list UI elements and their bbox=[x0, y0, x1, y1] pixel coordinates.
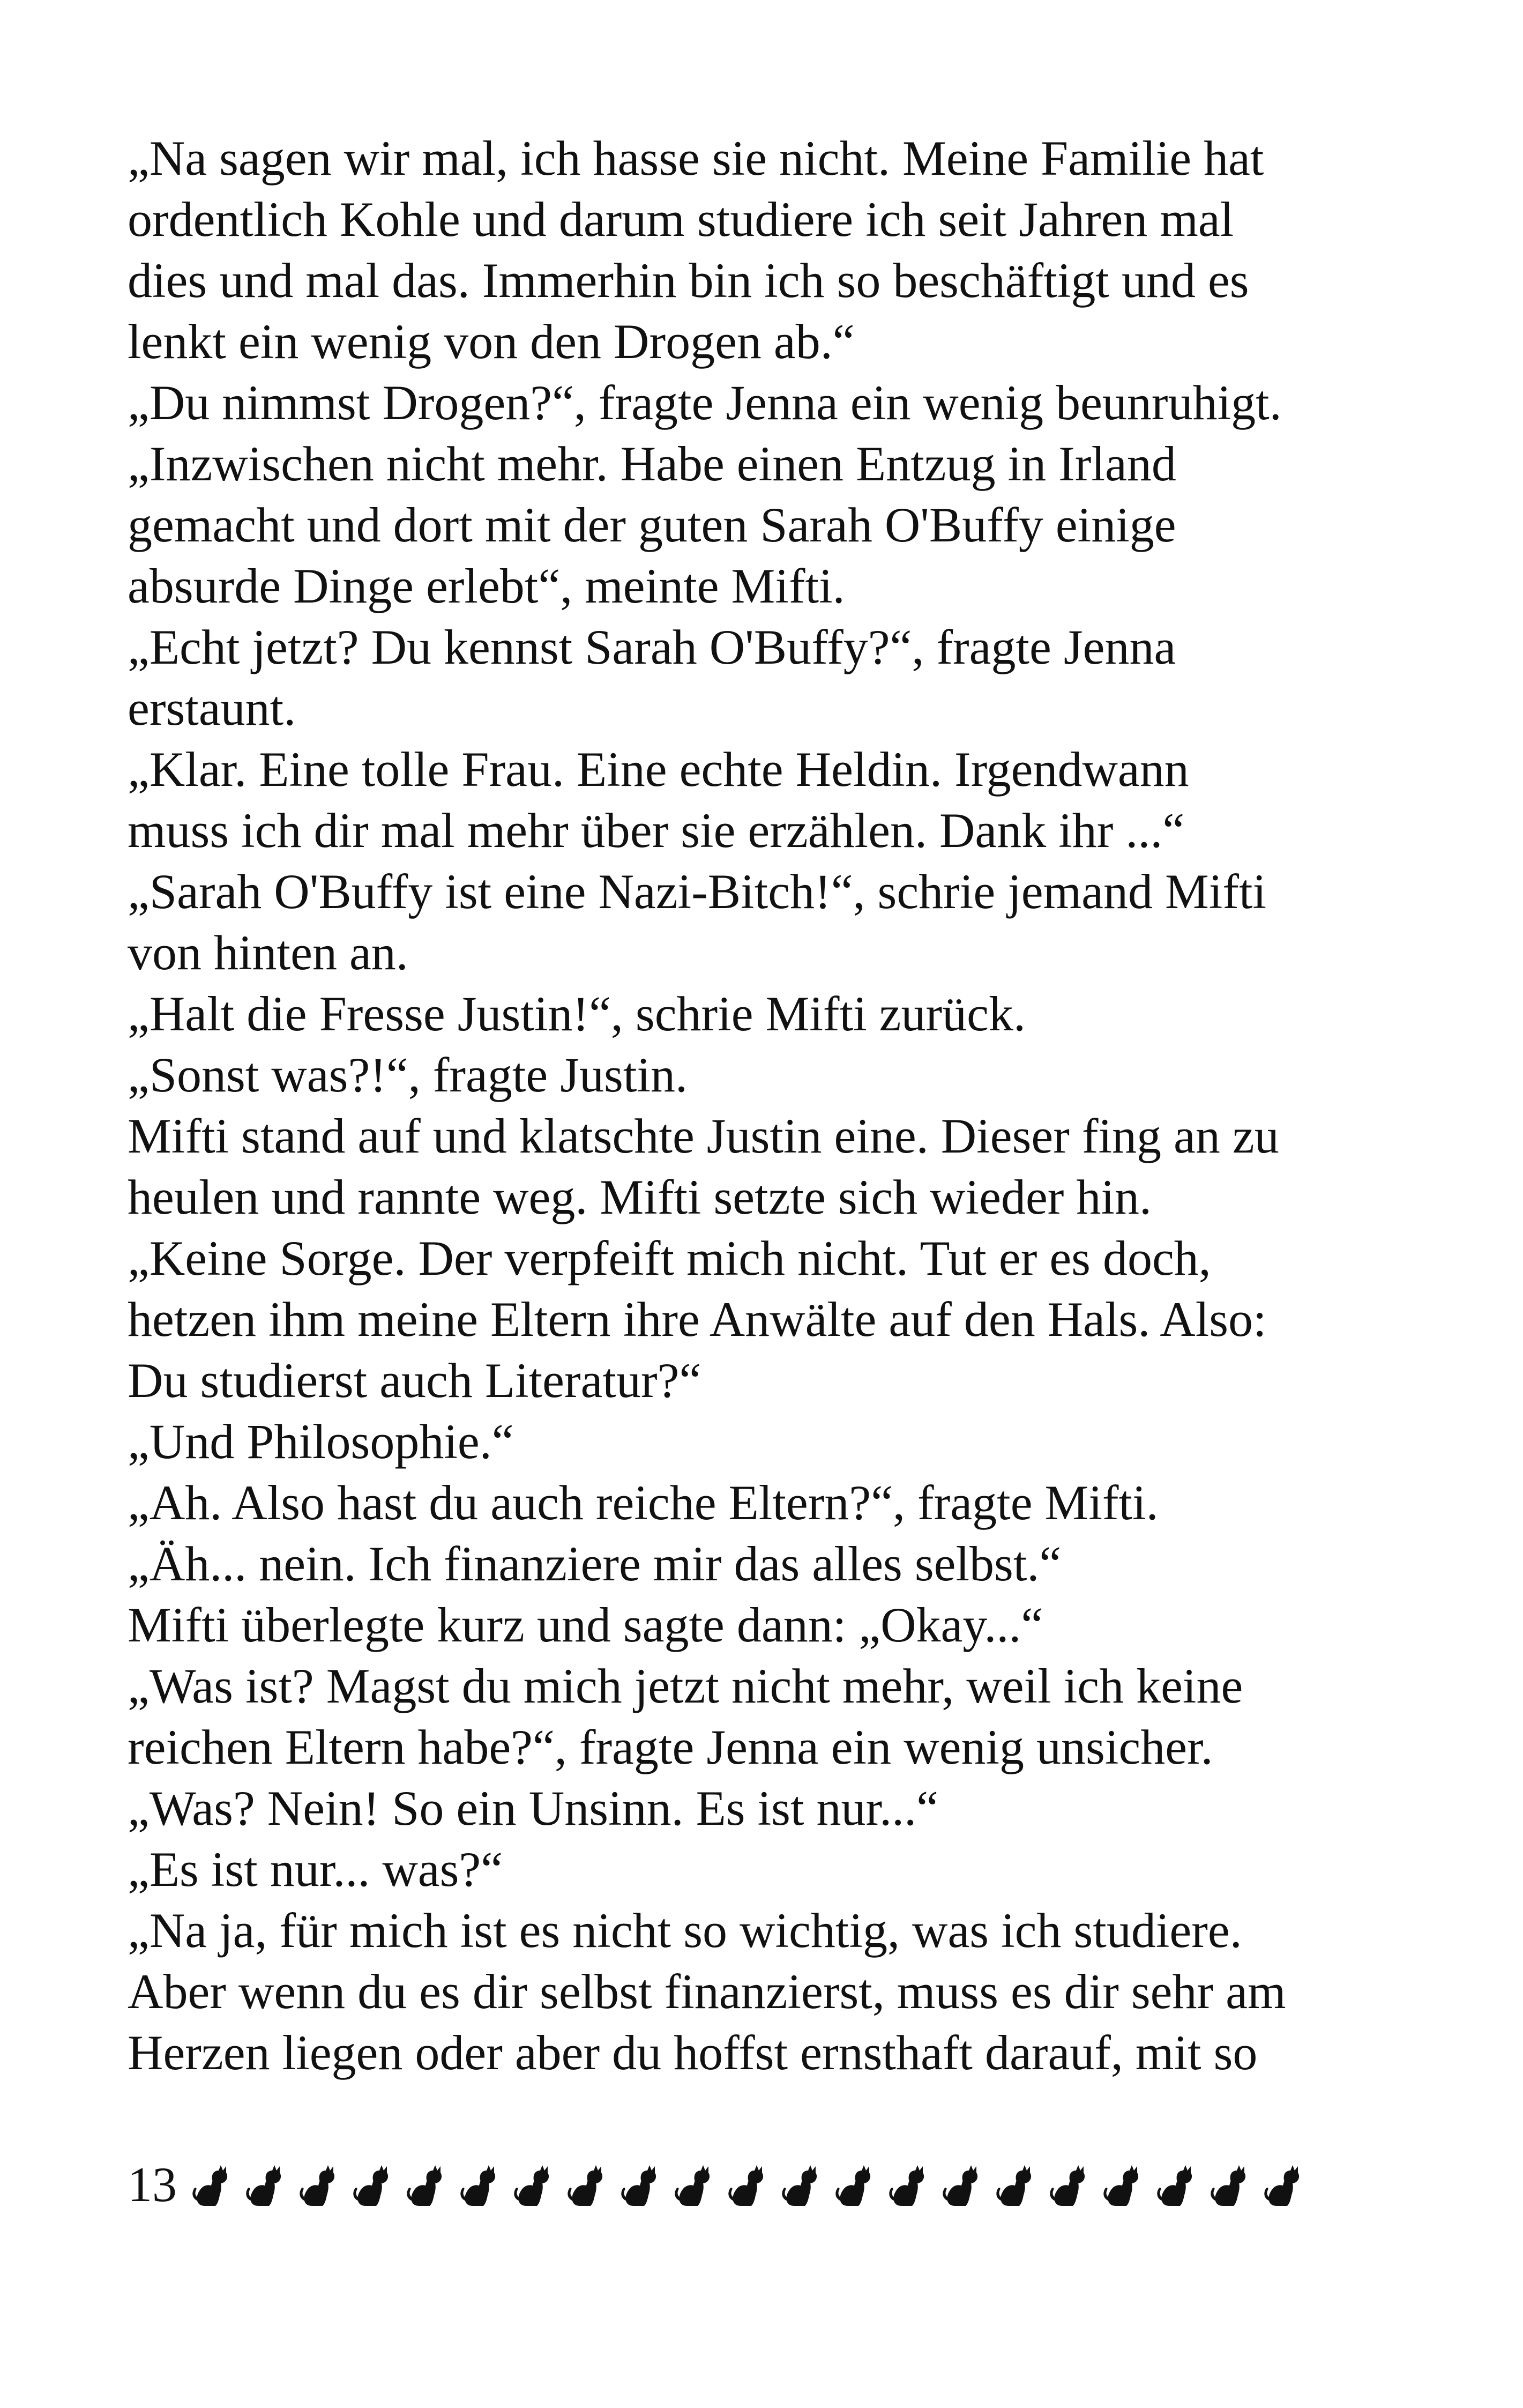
page-footer bbox=[128, 2152, 1305, 2217]
text-line: Mifti überlegte kurz und sagte dann: „Okay...“ bbox=[128, 1597, 1043, 1652]
text-line: „Na sagen wir mal, ich hasse sie nicht. Meine Familie hat bbox=[128, 131, 1264, 185]
cat-icon bbox=[1154, 2163, 1198, 2206]
text-line: „Du nimmst Drogen?“, fragte Jenna ein wenig beunruhigt. bbox=[128, 375, 1282, 430]
cat-icon bbox=[994, 2163, 1037, 2206]
text-line: „Echt jetzt? Du kennst Sarah O'Buffy?“, fragte Jenna bbox=[128, 620, 1176, 674]
text-line: absurde Dinge erlebt“, meinte Mifti. bbox=[128, 559, 845, 613]
cat-icon bbox=[1101, 2163, 1145, 2206]
cat-icon bbox=[1047, 2163, 1091, 2206]
text-line: „Was ist? Magst du mich jetzt nicht mehr, weil ich keine bbox=[128, 1659, 1243, 1713]
text-line: „Und Philosophie.“ bbox=[128, 1414, 514, 1469]
page-number: 13 bbox=[128, 2157, 177, 2212]
cat-icon bbox=[726, 2163, 770, 2206]
text-line: hetzen ihm meine Eltern ihre Anwälte auf den Hals. Also: bbox=[128, 1292, 1267, 1347]
cat-icon bbox=[243, 2163, 287, 2206]
text-line: „Keine Sorge. Der verpfeift mich nicht. Tut er es doch, bbox=[128, 1231, 1211, 1285]
cat-icon bbox=[190, 2163, 234, 2206]
cat-icon bbox=[1261, 2163, 1305, 2206]
cat-icon bbox=[779, 2163, 823, 2206]
text-line: heulen und rannte weg. Mifti setzte sich wieder hin. bbox=[128, 1170, 1152, 1224]
cat-icon bbox=[565, 2163, 609, 2206]
cat-icon bbox=[1208, 2163, 1252, 2206]
body-text bbox=[128, 128, 1414, 2083]
cat-icon bbox=[458, 2163, 502, 2206]
text-line: lenkt ein wenig von den Drogen ab.“ bbox=[128, 314, 855, 369]
text-line: „Sonst was?!“, fragte Justin. bbox=[128, 1047, 688, 1102]
text-line: reichen Eltern habe?“, fragte Jenna ein wenig unsicher. bbox=[128, 1720, 1213, 1774]
cat-icon bbox=[833, 2163, 877, 2206]
text-line: „Inzwischen nicht mehr. Habe einen Entzug in Irland bbox=[128, 436, 1176, 491]
text-line: dies und mal das. Immerhin bin ich so beschäftigt und es bbox=[128, 253, 1249, 308]
text-line: muss ich dir mal mehr über sie erzählen. Dank ihr ...“ bbox=[128, 803, 1185, 858]
cat-ornament-row bbox=[190, 2163, 1305, 2206]
cat-icon bbox=[404, 2163, 448, 2206]
cat-icon bbox=[511, 2163, 555, 2206]
text-line: „Halt die Fresse Justin!“, schrie Mifti zurück. bbox=[128, 986, 1026, 1041]
text-line: „Was? Nein! So ein Unsinn. Es ist nur...“ bbox=[128, 1781, 938, 1835]
cat-icon bbox=[672, 2163, 716, 2206]
cat-icon bbox=[297, 2163, 341, 2206]
text-line: „Es ist nur... was?“ bbox=[128, 1842, 503, 1897]
text-line: Aber wenn du es dir selbst finanzierst, muss es dir sehr am bbox=[128, 1964, 1286, 2019]
text-line: „Ah. Also hast du auch reiche Eltern?“, fragte Mifti. bbox=[128, 1475, 1159, 1530]
cat-icon bbox=[618, 2163, 662, 2206]
cat-icon bbox=[350, 2163, 394, 2206]
cat-icon bbox=[940, 2163, 984, 2206]
text-line: Mifti stand auf und klatschte Justin eine. Dieser fing an zu bbox=[128, 1109, 1279, 1163]
text-line: „Äh... nein. Ich finanziere mir das alles selbst.“ bbox=[128, 1536, 1062, 1591]
text-line: gemacht und dort mit der guten Sarah O'Buffy einige bbox=[128, 497, 1176, 552]
text-line: von hinten an. bbox=[128, 925, 408, 980]
cat-icon bbox=[886, 2163, 930, 2206]
text-line: „Sarah O'Buffy ist eine Nazi-Bitch!“, schrie jemand Mifti bbox=[128, 864, 1267, 919]
text-line: „Na ja, für mich ist es nicht so wichtig, was ich studiere. bbox=[128, 1903, 1242, 1958]
text-line: Herzen liegen oder aber du hoffst ernsthaft darauf, mit so bbox=[128, 2025, 1258, 2080]
text-line: Du studierst auch Literatur?“ bbox=[128, 1353, 701, 1408]
text-line: ordentlich Kohle und darum studiere ich seit Jahren mal bbox=[128, 192, 1234, 247]
text-line: „Klar. Eine tolle Frau. Eine echte Heldin. Irgendwann bbox=[128, 742, 1189, 797]
text-line: erstaunt. bbox=[128, 681, 296, 735]
